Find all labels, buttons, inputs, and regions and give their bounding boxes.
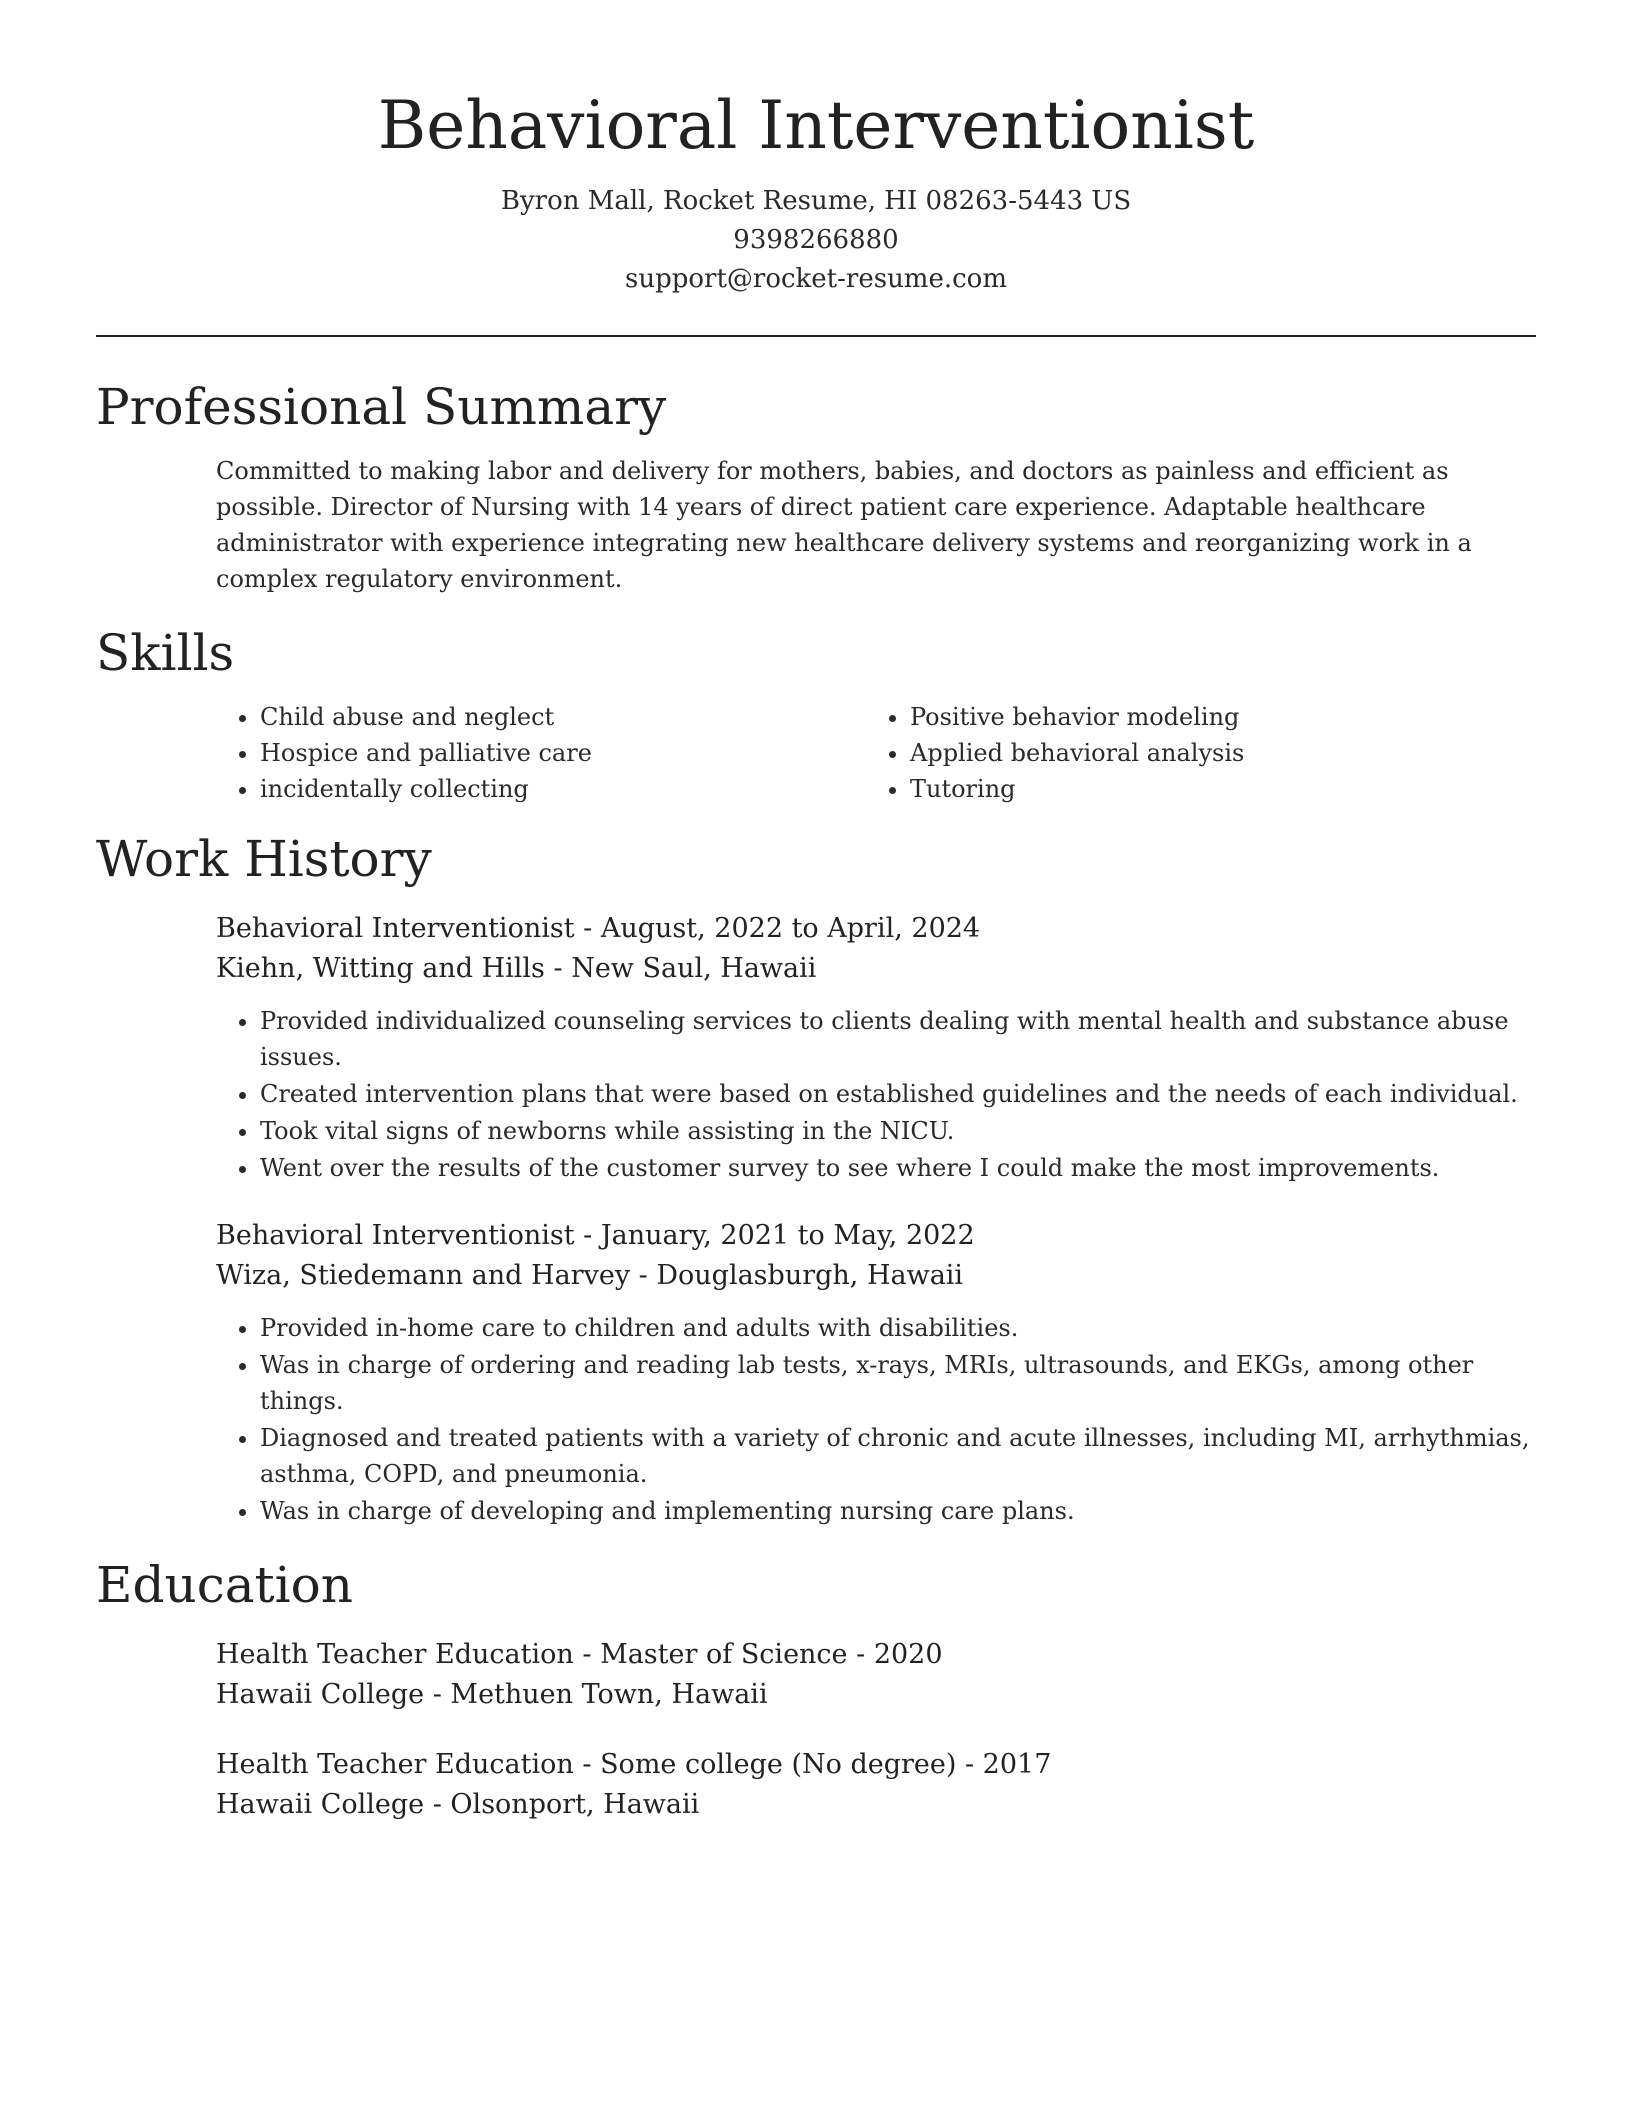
skill-item: • Applied behavioral analysis: [910, 735, 1516, 771]
candidate-title: Behavioral Interventionist: [377, 87, 1255, 164]
job-dates: - August, 2022 to April, 2024: [574, 913, 981, 944]
job-dates: - January, 2021 to May, 2022: [574, 1220, 975, 1251]
job-duty-item: • Took vital signs of newborns while assisting in the NICU.: [260, 1113, 1536, 1149]
contact-block: [96, 182, 1536, 299]
contact-phone: 9398266880: [733, 225, 899, 255]
education-entry: [216, 1745, 1536, 1825]
skill-item: • incidentally collecting: [260, 771, 866, 807]
job-duty-item: • Was in charge of ordering and reading lab tests, x-rays, MRIs, ultrasounds, and EKGs, among other things.: [260, 1347, 1536, 1419]
summary-heading: Professional Summary: [96, 378, 667, 436]
job-entry: [216, 909, 1536, 1186]
skill-item: • Hospice and palliative care: [260, 735, 866, 771]
job-company-line: [216, 949, 1536, 989]
education-degree: Health Teacher Education - Master of Science - 2020: [216, 1639, 943, 1670]
skill-item: • Positive behavior modeling: [910, 699, 1516, 735]
job-entry: [216, 1216, 1536, 1529]
job-duty-item: • Diagnosed and treated patients with a variety of chronic and acute illnesses, including MI, arrhythmias, asthma, COPD, and pneumonia.: [260, 1420, 1536, 1492]
summary-text: Committed to making labor and delivery for mothers, babies, and doctors as painless and efficient as possible. Director of Nursing with 14 years of direct patient care experience. Adaptable healthcare administrator with experience integrating new healthcare delivery systems and reorganizing work in a complex regulatory environment.: [216, 457, 1472, 593]
job-company: Kiehn, Witting and Hills: [216, 953, 545, 984]
education-school: Hawaii College - Methuen Town, Hawaii: [216, 1679, 768, 1710]
job-duty-item: • Created intervention plans that were based on established guidelines and the needs of each individual.: [260, 1076, 1536, 1112]
education-degree: Health Teacher Education - Some college (No degree) - 2017: [216, 1749, 1052, 1780]
job-company: Wiza, Stiedemann and Harvey: [216, 1260, 631, 1291]
job-duty-item: • Went over the results of the customer survey to see where I could make the most improvements.: [260, 1150, 1536, 1186]
job-duties: [216, 1003, 1536, 1186]
job-duties: [216, 1310, 1536, 1529]
skill-item: • Tutoring: [910, 771, 1516, 807]
job-role: Behavioral Interventionist: [216, 913, 575, 944]
skills-column-right: [866, 699, 1516, 807]
education-entry: [216, 1635, 1536, 1715]
job-role-line: [216, 909, 1536, 949]
skills-heading: Skills: [96, 624, 235, 682]
job-role-line: [216, 1216, 1536, 1256]
education-school: Hawaii College - Olsonport, Hawaii: [216, 1789, 700, 1820]
skills-column-left: [216, 699, 866, 807]
work-history-heading: Work History: [96, 830, 432, 888]
job-company-line: [216, 1256, 1536, 1296]
contact-email: support@rocket-resume.com: [624, 264, 1007, 294]
skills-list: [216, 699, 1536, 807]
header-divider: [96, 335, 1536, 337]
skill-item: • Child abuse and neglect: [260, 699, 866, 735]
contact-address: Byron Mall, Rocket Resume, HI 08263-5443 US: [500, 186, 1132, 216]
job-location: - Douglasburgh, Hawaii: [630, 1260, 964, 1291]
job-duty-item: • Provided individualized counseling services to clients dealing with mental health and substance abuse issues.: [260, 1003, 1536, 1075]
job-duty-item: • Provided in-home care to children and adults with disabilities.: [260, 1310, 1536, 1346]
job-location: - New Saul, Hawaii: [544, 953, 817, 984]
resume-header: [96, 84, 1536, 299]
job-duty-item: • Was in charge of developing and implementing nursing care plans.: [260, 1493, 1536, 1529]
job-role: Behavioral Interventionist: [216, 1220, 575, 1251]
education-heading: Education: [96, 1556, 353, 1614]
